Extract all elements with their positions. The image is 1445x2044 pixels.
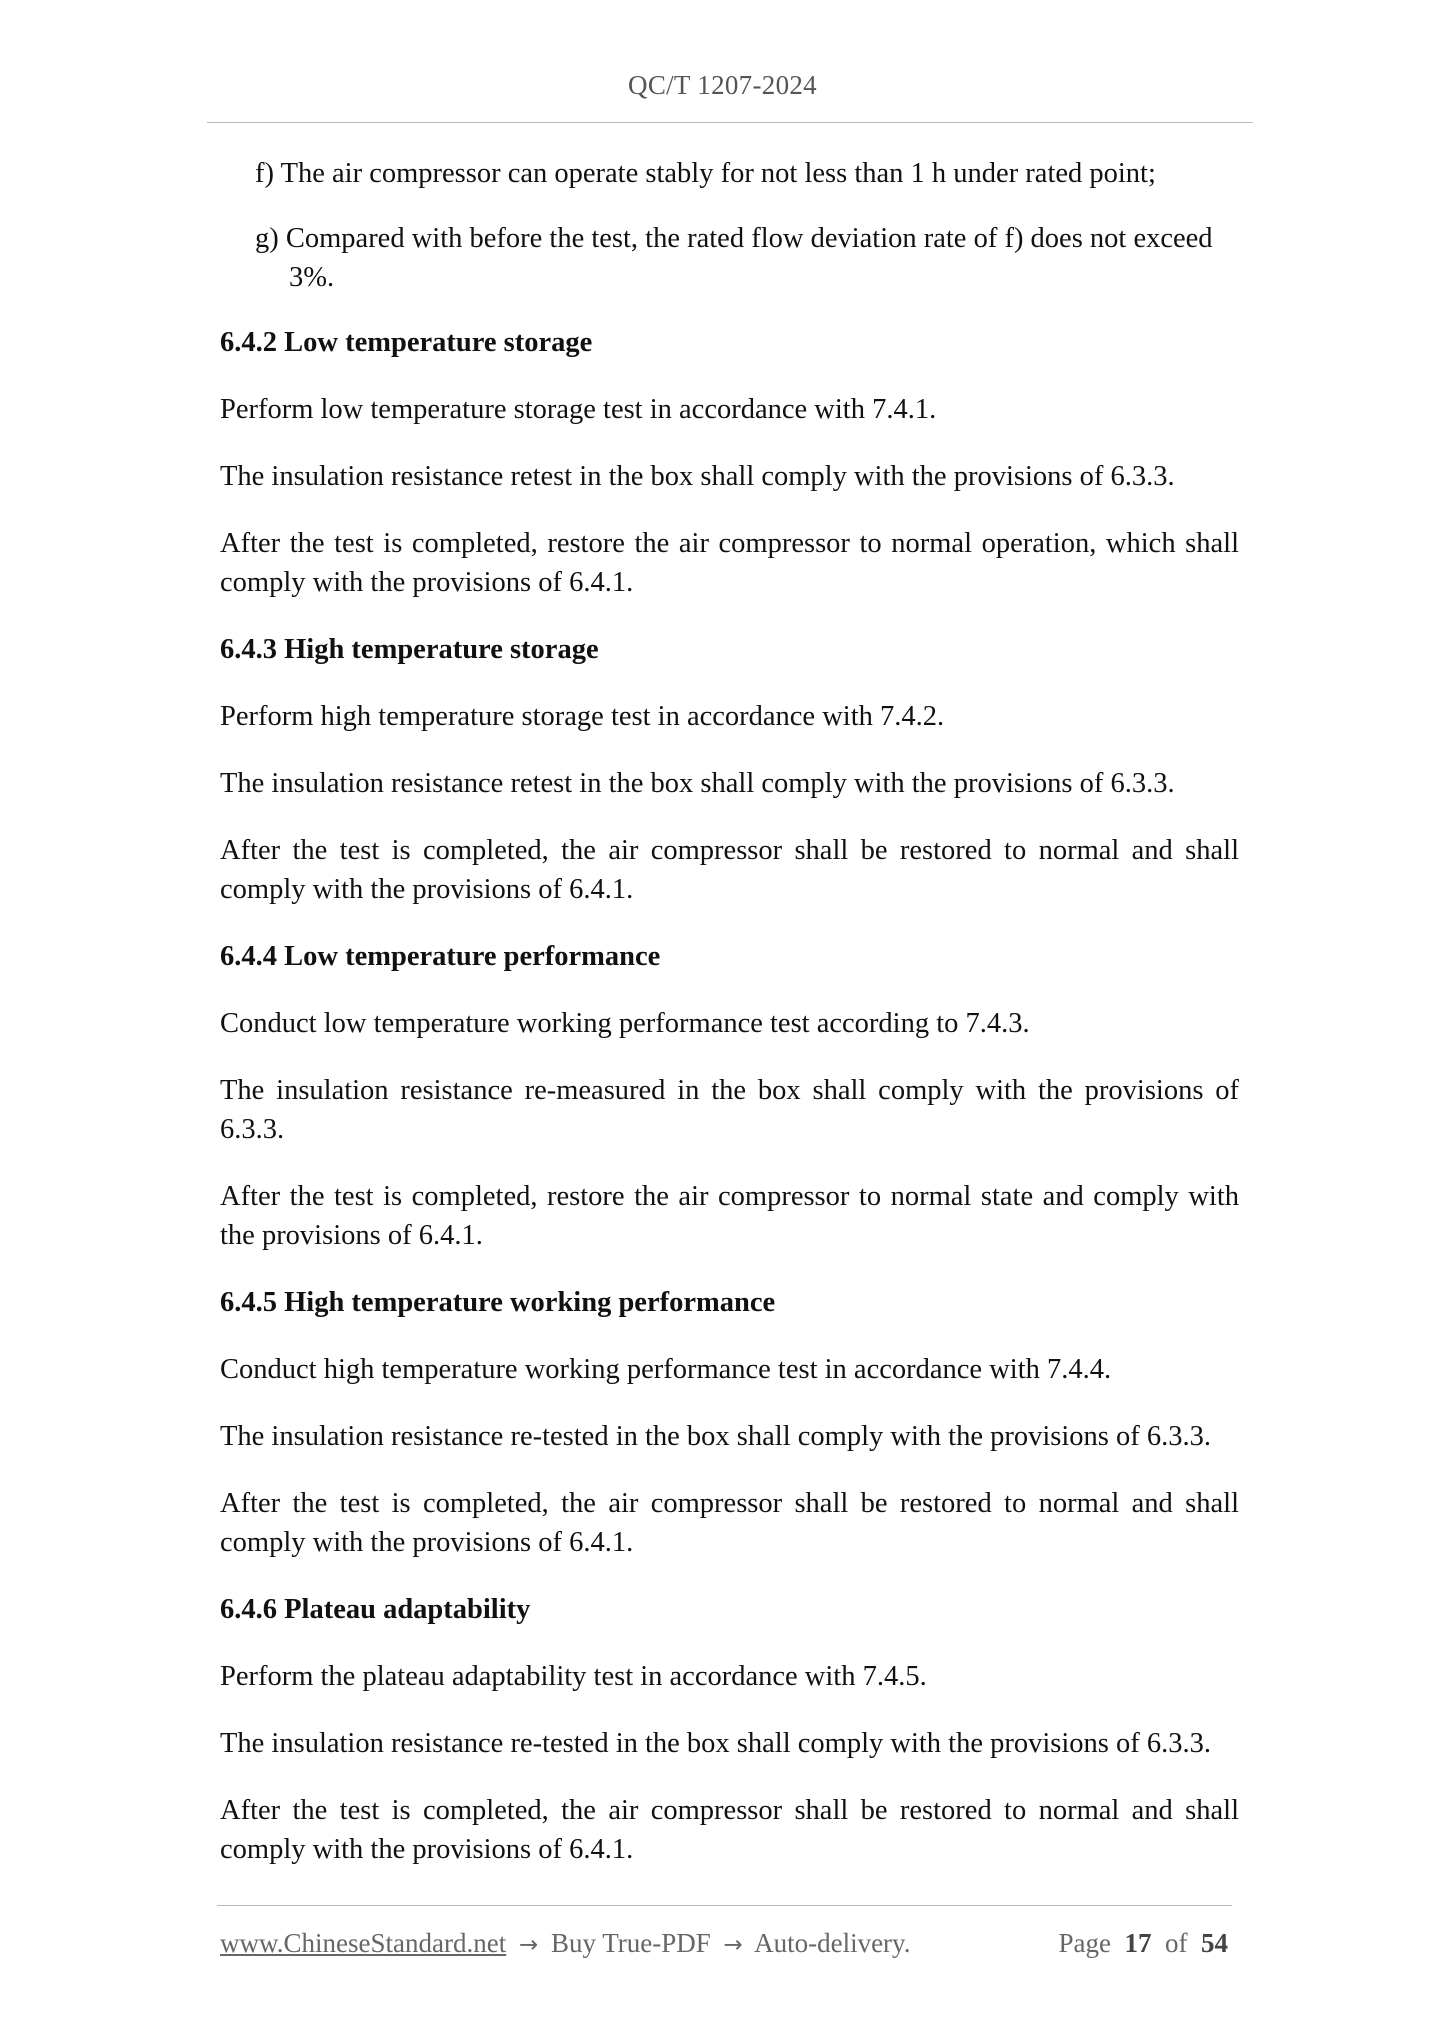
paragraph: Perform high temperature storage test in accordance with 7.4.2. <box>220 701 945 732</box>
paragraph: The insulation resistance retest in the box shall comply with the provisions of 6.3.3. <box>220 461 1175 492</box>
paragraph: Conduct high temperature working performance test in accordance with 7.4.4. <box>220 1354 1112 1385</box>
document-header-title: QC/T 1207-2024 <box>628 70 817 100</box>
page-current: 17 <box>1124 1928 1152 1958</box>
paragraph: The insulation resistance re-tested in the box shall comply with the provisions of 6.3.3. <box>220 1421 1211 1452</box>
list-item-f: f) The air compressor can operate stably for not less than 1 h under rated point; <box>255 158 1156 189</box>
section-heading-6-4-5: 6.4.5 High temperature working performance <box>220 1287 776 1318</box>
paragraph: The insulation resistance retest in the box shall comply with the provisions of 6.3.3. <box>220 768 1175 799</box>
auto-delivery-text: Auto-delivery. <box>754 1928 911 1958</box>
paragraph: Perform low temperature storage test in accordance with 7.4.1. <box>220 394 937 425</box>
page-of-label: of <box>1165 1928 1188 1958</box>
paragraph: After the test is completed, the air compressor shall be restored to normal and shall comply with the provisions of 6.4.1. <box>220 835 1239 905</box>
footer-left <box>220 1928 911 1959</box>
header-divider <box>207 122 1253 123</box>
website-link[interactable]: www.ChineseStandard.net <box>220 1928 507 1958</box>
footer-divider <box>217 1905 1232 1906</box>
list-item-g: g) Compared with before the test, the rated flow deviation rate of f) does not exceed 3%. <box>255 223 1213 293</box>
buy-true-pdf-text: Buy True-PDF <box>550 1928 711 1958</box>
paragraph: After the test is completed, restore the air compressor to normal operation, which shall comply with the provisions of 6.4.1. <box>220 528 1239 598</box>
page-footer <box>220 1928 1228 1959</box>
paragraph: Perform the plateau adaptability test in accordance with 7.4.5. <box>220 1661 927 1692</box>
paragraph: Conduct low temperature working performance test according to 7.4.3. <box>220 1008 1030 1039</box>
arrow-right-icon: → <box>518 1932 539 1958</box>
arrow-right-icon: → <box>723 1932 743 1958</box>
section-heading-6-4-2: 6.4.2 Low temperature storage <box>220 327 593 358</box>
page-label: Page <box>1058 1928 1111 1958</box>
section-heading-6-4-3: 6.4.3 High temperature storage <box>220 634 599 665</box>
section-heading-6-4-4: 6.4.4 Low temperature performance <box>220 941 661 972</box>
paragraph: After the test is completed, the air compressor shall be restored to normal and shall comply with the provisions of 6.4.1. <box>220 1488 1239 1558</box>
page-total: 54 <box>1201 1928 1228 1958</box>
paragraph: The insulation resistance re-tested in the box shall comply with the provisions of 6.3.3. <box>220 1728 1211 1759</box>
paragraph: The insulation resistance re-measured in the box shall comply with the provisions of 6.3.3. <box>220 1075 1239 1145</box>
document-body <box>220 154 1239 1897</box>
paragraph: After the test is completed, the air compressor shall be restored to normal and shall comply with the provisions of 6.4.1. <box>220 1795 1239 1865</box>
paragraph: After the test is completed, restore the air compressor to normal state and comply with the provisions of 6.4.1. <box>220 1181 1239 1251</box>
section-heading-6-4-6: 6.4.6 Plateau adaptability <box>220 1594 531 1625</box>
page-number <box>1059 1928 1228 1959</box>
